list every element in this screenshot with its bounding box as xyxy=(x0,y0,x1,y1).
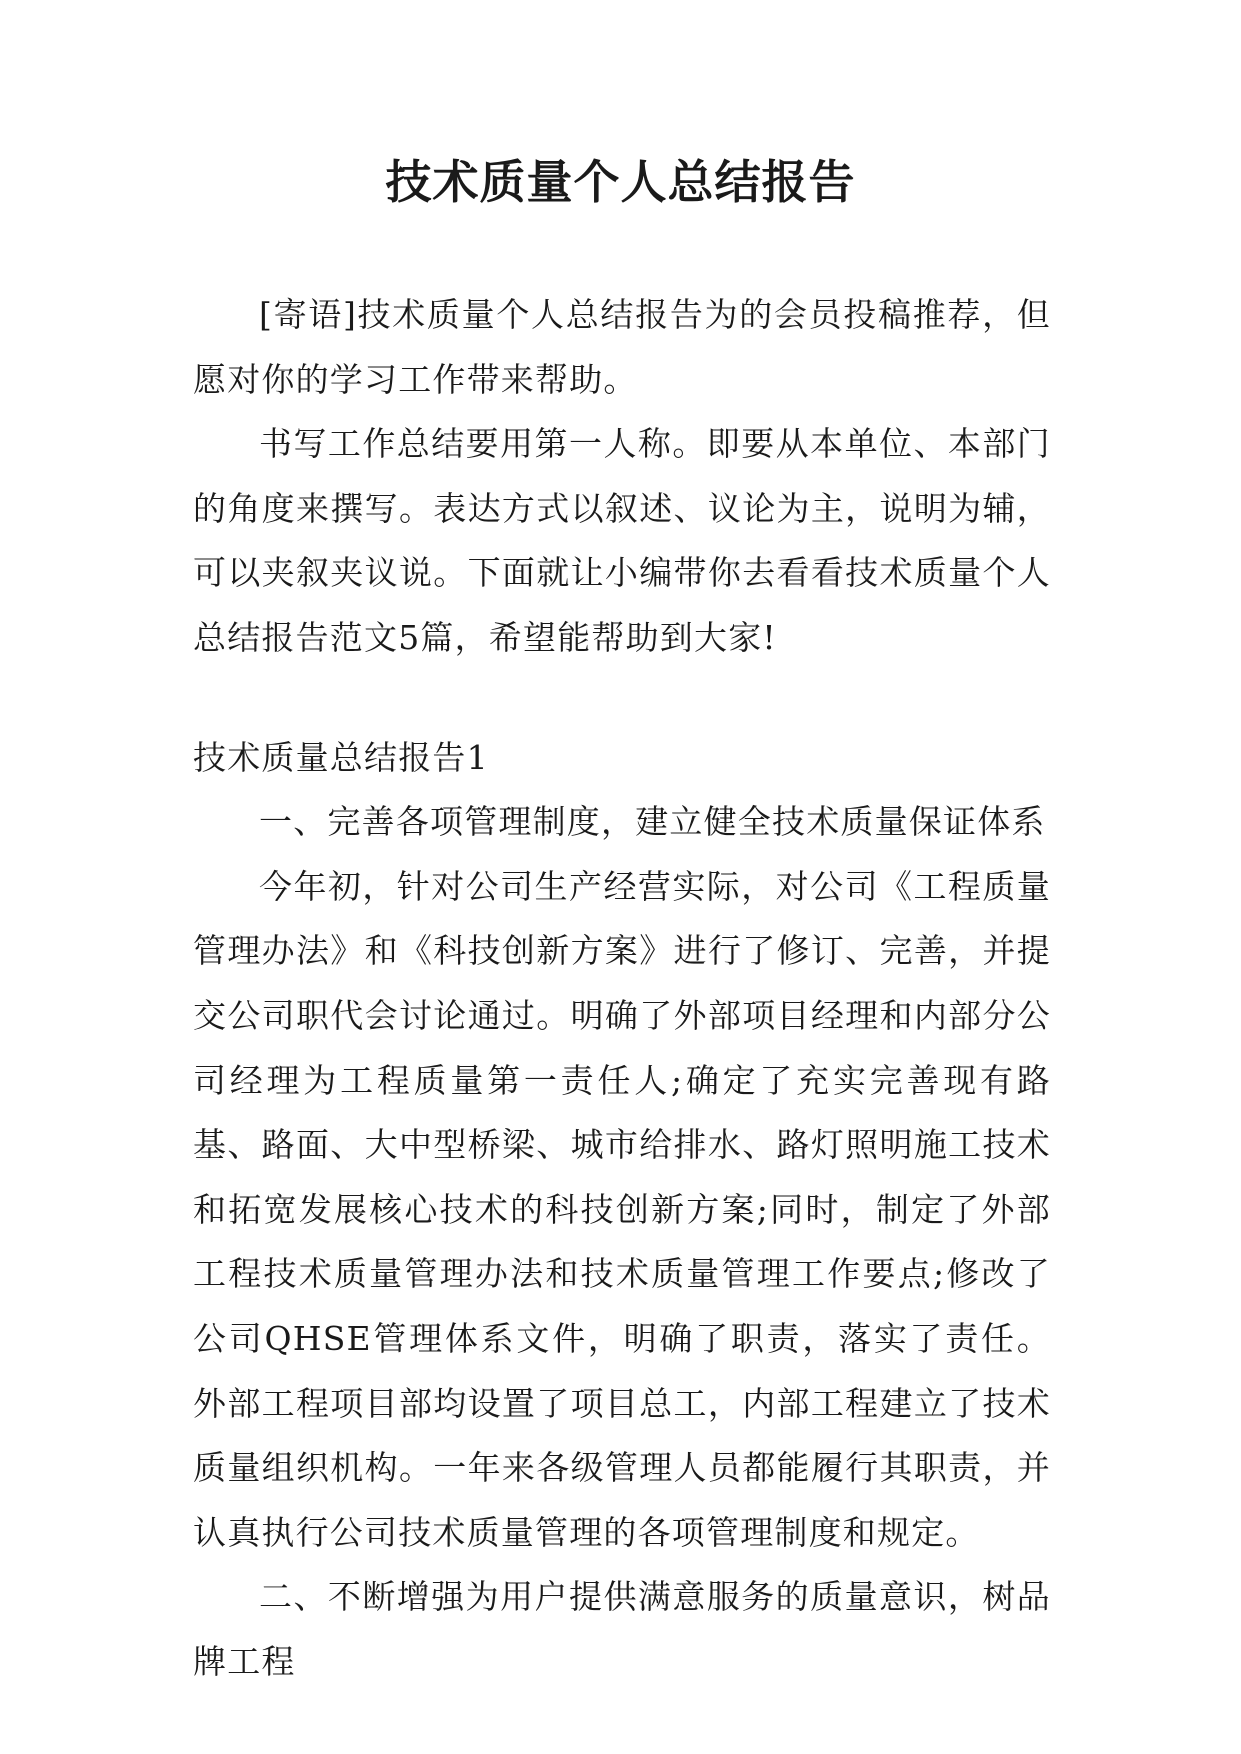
document-title: 技术质量个人总结报告 xyxy=(385,155,856,209)
foreword-paragraph: [寄语]技术质量个人总结报告为的会员投稿推荐，但愿对你的学习工作带来帮助。 xyxy=(193,295,1051,399)
subheading-two: 二、不断增强为用户提供满意服务的质量意识，树品牌工程 xyxy=(193,1577,1051,1681)
body-paragraph: 今年初，针对公司生产经营实际，对公司《工程质量管理办法》和《科技创新方案》进行了修订、完善，并提交公司职代会讨论通过。明确了外部项目经理和内部分公司经理为工程质量第一责任人;确定了充实完善现有路基、路面、大中型桥梁、城市给排水、路灯照明施工技术和拓宽发展核心技术的科技创新方案;同时，制定了外部工程技术质量管理办法和技术质量管理工作要点;修改了公司QHSE管理体系文件，明确了职责，落实了责任。外部工程项目部均设置了项目总工，内部工程建立了技术质量组织机构。一年来各级管理人员都能履行其职责，并认真执行公司技术质量管理的各项管理制度和规定。 xyxy=(193,866,1051,1552)
intro-paragraph: 书写工作总结要用第一人称。即要从本单位、本部门的角度来撰写。表达方式以叙述、议论为主，说明为辅，可以夹叙夹议说。下面就让小编带你去看看技术质量个人总结报告范文5篇，希望能帮助到大家! xyxy=(193,424,1051,657)
section-heading: 技术质量总结报告1 xyxy=(193,737,489,777)
subheading-one: 一、完善各项管理制度，建立健全技术质量保证体系 xyxy=(259,802,1046,842)
document-body xyxy=(193,283,1051,1694)
